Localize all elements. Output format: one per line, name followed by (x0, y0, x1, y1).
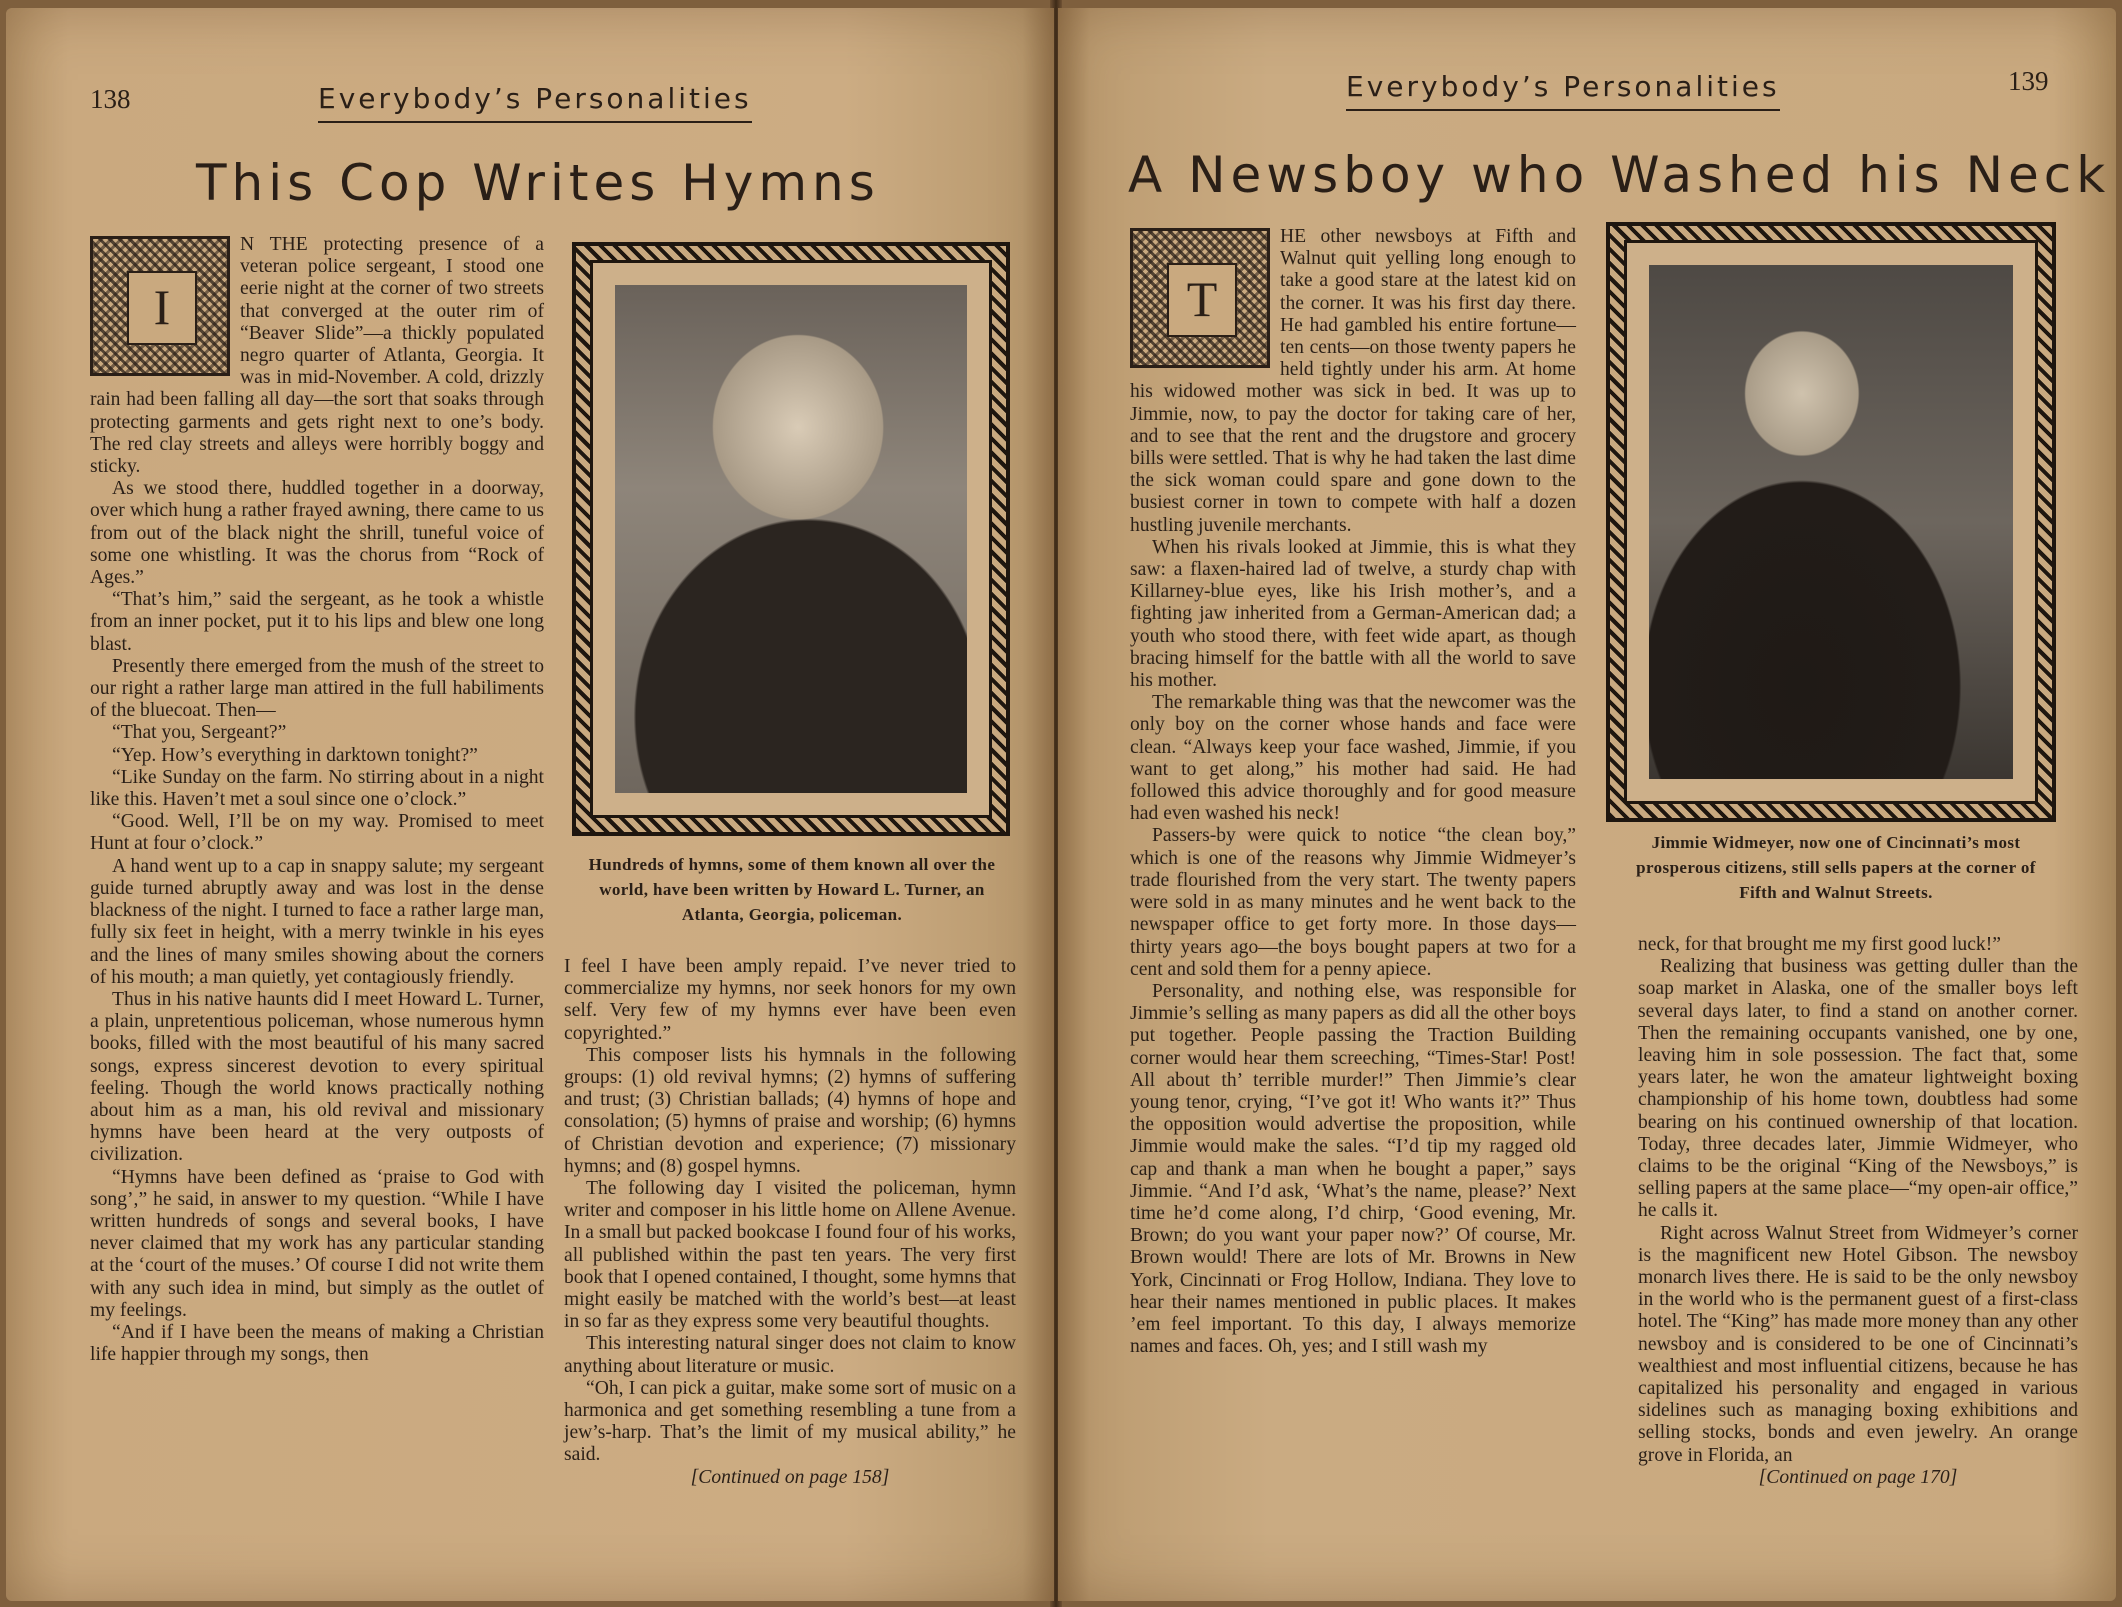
paragraph: Passers-by were quick to notice “the clean boy,” which is one of the reasons why Jimmie Widmeyer’s trade flourished from the very start. The twenty papers were sold in as many minutes and he went back to the newspaper office to get forty more. In those days—thirty years ago—the boys bought papers at two for a cent and sold them for a penny apiece. (1130, 825, 1576, 980)
left-page-number: 138 (90, 84, 131, 114)
paragraph: I feel I have been amply repaid. I’ve never tried to commercialize my hymns, nor seek honors for my own self. Very few of my hymns ever have been even copyrighted.” (564, 956, 1016, 1044)
paragraph: The remarkable thing was that the newcomer was the only boy on the corner whose hands and face were clean. “Always keep your face washed, Jimmie, if you want to get along,” his mother had said. He had followed this advice thoroughly and for good measure had even washed his neck! (1130, 692, 1576, 825)
right-column-2 (1638, 934, 2078, 1489)
paragraph: N THE protecting presence of a veteran police sergeant, I stood one eerie night at the corner of two streets that converged at the outer rim of “Beaver Slide”—a thickly populated negro quarter of Atlanta, Georgia. It was in mid-November. A cold, drizzly rain had been falling all day—the sort that soaks through protecting garments and gets right next to one’s body. The red clay streets and alleys were horribly boggy and sticky. (90, 234, 544, 478)
paragraph: Thus in his native haunts did I meet Howard L. Turner, a plain, unpretentious policeman, whose numerous hymn books, filled with the most beautiful of his many sacred songs, express sincerest devotion to every spiritual feeling. Though the world knows practically nothing about him as a man, his old revival and missionary hymns have been heard at the very outposts of civilization. (90, 988, 544, 1166)
newsboy-photo (1649, 265, 2013, 779)
paragraph: “Good. Well, I’ll be on my way. Promised to meet Hunt at four o’clock.” (90, 811, 544, 855)
paragraph: “That you, Sergeant?” (112, 722, 287, 744)
policeman-photo (615, 285, 967, 793)
paragraph: Personality, and nothing else, was responsible for Jimmie’s selling as many papers as did all the other boys put together. People passing the Traction Building corner would hear them screeching, “Times-Star! Post! All about th’ terrible murder!” Then Jimmie’s clear young tenor, crying, “I’ve got it! Who wants it?” Thus the opposition would advertise the proposition, while Jimmie would make the sales. “I’d tip my ragged old cap and thank a man when he bought a paper,” says Jimmie. “And I’d ask, ‘What’s the name, please?’ Next time he’d come along, I’d chirp, ‘Good evening, Mr. Brown; do you want your paper now?’ Of course, Mr. Brown would! There are lots of Mr. Browns in New York, Cincinnati or Frog Hollow, Indiana. They love to hear their names mentioned in public places. It makes ’em feel important. To this day, I always memorize names and faces. Oh, yes; and I still wash my (1130, 980, 1576, 1358)
left-photo-caption: Hundreds of hymns, some of them known all over the world, have been written by Howard L. Turner, an Atlanta, Georgia, policeman. (588, 855, 996, 924)
paragraph: Realizing that business was getting duller than the soap market in Alaska, one of the smaller boys left several days later, to find a stand on another corner. Then the remaining occupants vanished, one by one, leaving him in sole possession. The fact that, some years later, he won the amateur lightweight boxing championship of his home town, doubtless had some bearing on his continued ownership of that location. Today, three decades later, Jimmie Widmeyer, who claims to be the original “King of the Newsboys,” is selling papers at the same place—“my open-air office,” he calls it. (1638, 956, 2078, 1222)
paragraph: When his rivals looked at Jimmie, this is what they saw: a flaxen-haired lad of twelve, a sturdy chap with Killarney-blue eyes, like his Irish mother’s, and a fighting jaw inherited from a German-American dad; a youth who stood there, with feet wide apart, as though bracing himself for the battle with all the world to save his mother. (1130, 536, 1576, 692)
left-column-2 (564, 956, 1016, 1489)
left-running-head: Everybody’s Personalities (318, 82, 752, 123)
paragraph: “Like Sunday on the farm. No stirring about in a night like this. Haven’t met a soul since one o’clock.” (90, 766, 544, 811)
right-column-1 (1130, 226, 1576, 1358)
paragraph: “Oh, I can pick a guitar, make some sort of music on a harmonica and get something resembling a tune from a jew’s-harp. That’s the limit of my musical ability,” he said. (564, 1377, 1016, 1466)
left-continued-note: [Continued on page 158] (690, 1466, 890, 1488)
paragraph: The following day I visited the policeman, hymn writer and composer in his little home on Allene Avenue. In a small but packed bookcase I found four of his works, all published within the past ten years. The very first book that I opened contained, I thought, some hymns that might easily be matched with the world’s best—at least in so far as they express some very beautiful thoughts. (564, 1178, 1016, 1333)
paragraph: As we stood there, huddled together in a doorway, over which hung a rather frayed awning, there came to us from out of the black night the shrill, tuneful voice of some one whistling. It was the chorus from “Rock of Ages.” (90, 478, 544, 589)
left-column-1 (90, 234, 544, 1366)
left-article-title: This Cop Writes Hymns (196, 154, 880, 212)
paragraph: This composer lists his hymnals in the following groups: (1) old revival hymns; (2) hymns of suffering and trust; (3) Christian ballads; (4) hymns of hope and consolation; (5) hymns of praise and worship; (6) hymns of Christian devotion and experience; (7) missionary hymns; and (8) gospel hymns. (564, 1044, 1016, 1177)
paragraph: “And if I have been the means of making a Christian life happier through my songs, then (90, 1321, 544, 1366)
paragraph: A hand went up to a cap in snappy salute; my sergeant guide turned abruptly away and was lost in the dense blackness of the night. I turned to face a rather large man, fully six feet in height, with a merry twinkle in his eyes and the lines of many smiles showing about the corners of his mouth; a man quietly, yet contagiously friendly. (90, 855, 544, 988)
right-page-number: 139 (2008, 66, 2049, 96)
left-drop-cap: I (90, 236, 230, 376)
right-continued-note: [Continued on page 170] (1758, 1466, 1958, 1488)
right-article-title: A Newsboy who Washed his Neck (1128, 146, 2111, 204)
left-page (6, 8, 1054, 1601)
paragraph: neck, for that brought me my first good luck!” (1638, 934, 2001, 955)
right-drop-cap: T (1130, 228, 1270, 368)
paragraph: HE other newsboys at Fifth and Walnut quit yelling long enough to take a good stare at the latest kid on the corner. It was his first day there. He had gambled his entire fortune—ten cents—on those twenty papers he held tightly under his arm. At home his widowed mother was sick in bed. It was up to Jimmie, now, to pay the doctor for taking care of her, and to see that the rent and the drugstore and grocery bills were settled. That is why he had taken the last dime the sick woman could spare and gone down to the busiest corner in town to compete with half a dozen hustling juvenile merchants. (1130, 226, 1576, 536)
right-page (1058, 8, 2116, 1601)
paragraph: “That’s him,” said the sergeant, as he took a whistle from an inner pocket, put it to his lips and blew one long blast. (90, 589, 544, 655)
policeman-photo-frame (572, 242, 1010, 836)
paragraph: “Hymns have been defined as ‘praise to God with song’,” he said, in answer to my question. “While I have written hundreds of songs and several books, I have never claimed that my work has any particular standing at the ‘court of the muses.’ Of course I did not write them with any such idea in mind, but simply as the outlet of my feelings. (90, 1166, 544, 1321)
paragraph: Right across Walnut Street from Widmeyer’s corner is the magnificent new Hotel Gibson. The newsboy monarch lives there. He is said to be the only newsboy in the world who is the permanent guest of a first-class hotel. The “King” has made more money than any other newsboy and is considered to be one of Cincinnati’s wealthiest and most influential citizens, because he has capitalized his personality and engaged in various sidelines such as managing boxing exhibitions and selling stocks, bonds and even jewelry. An orange grove in Florida, an (1638, 1222, 2078, 1466)
right-running-head: Everybody’s Personalities (1346, 70, 1780, 111)
paragraph: Presently there emerged from the mush of the street to our right a rather large man attired in the full habiliments of the bluecoat. Then— (90, 655, 544, 722)
newsboy-photo-frame (1606, 222, 2056, 822)
paragraph: “Yep. How’s everything in darktown tonight?” (112, 744, 478, 766)
paragraph: This interesting natural singer does not claim to know anything about literature or music. (564, 1333, 1016, 1377)
right-photo-caption: Jimmie Widmeyer, now one of Cincinnati’s most prosperous citizens, still sells papers at the corner of Fifth and Walnut Streets. (1636, 833, 2036, 902)
